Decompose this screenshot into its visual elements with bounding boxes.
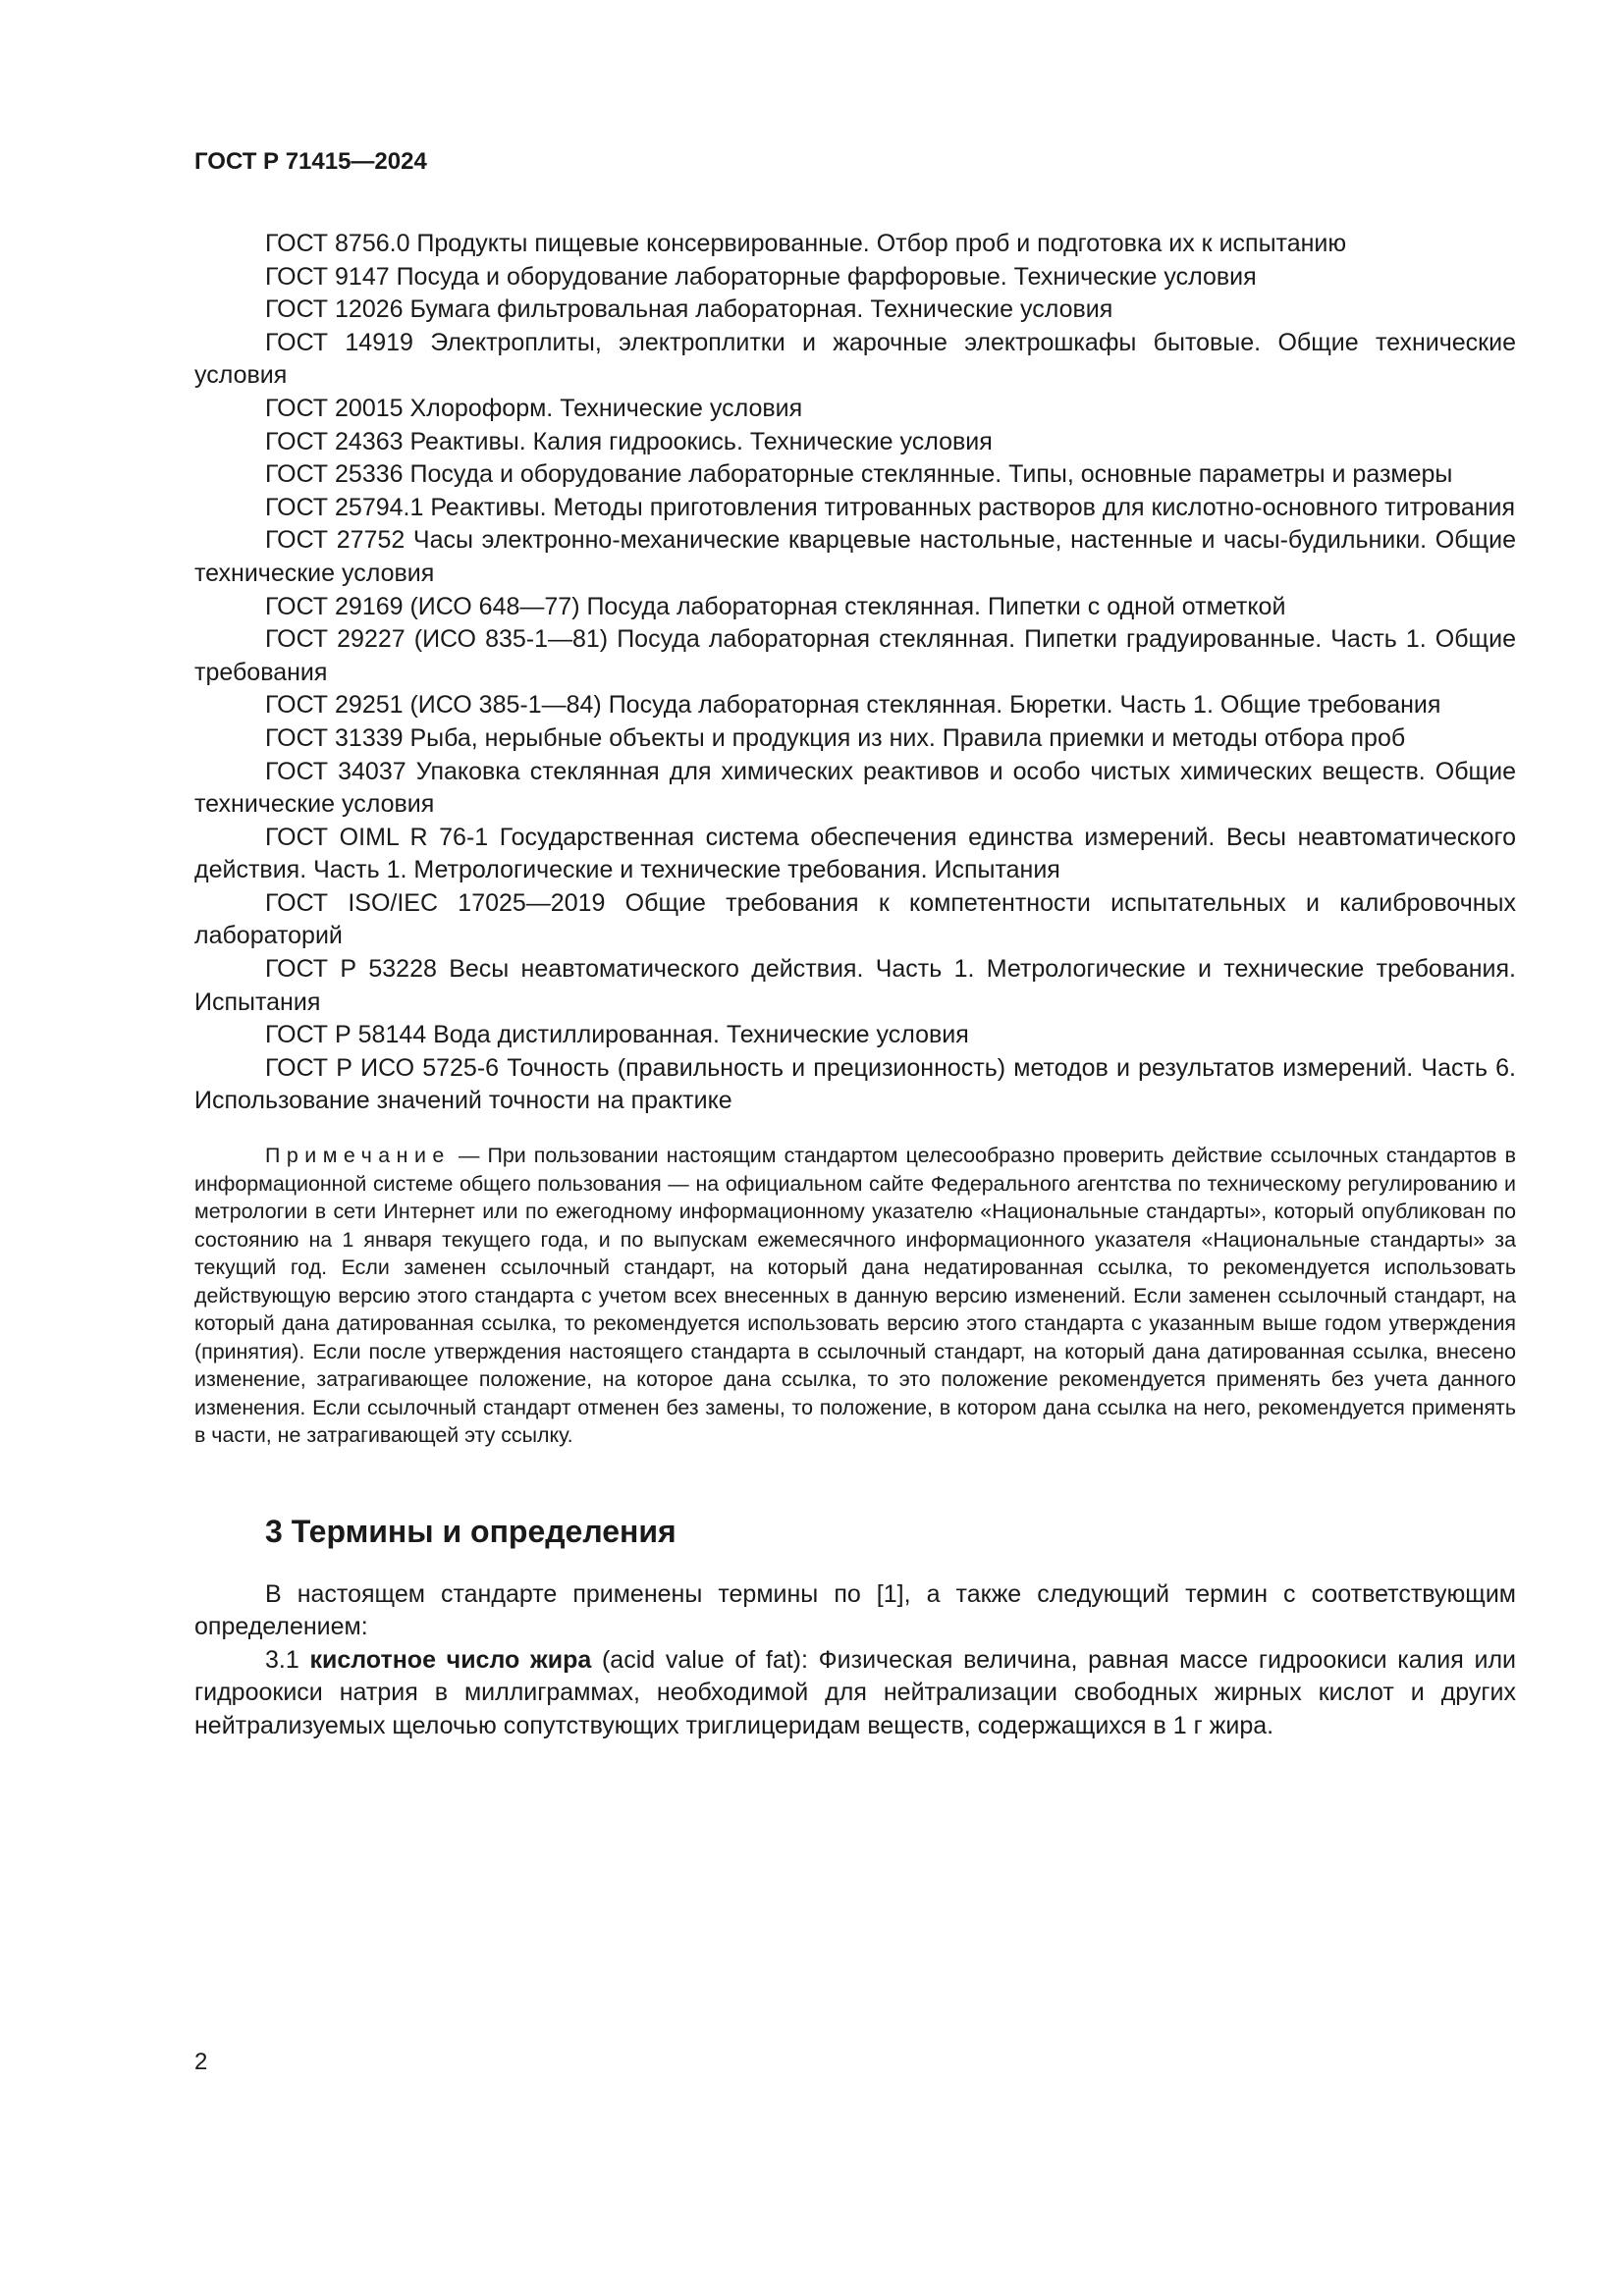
term-name: кислотное число жира: [309, 1645, 592, 1674]
section-3-body: [194, 1578, 1516, 1743]
reference-item: ГОСТ 29251 (ИСО 385-1—84) Посуда лабораторная стеклянная. Бюретки. Часть 1. Общие требования: [265, 691, 1441, 720]
reference-item: ГОСТ 34037 Упаковка стеклянная для химических реактивов и особо чистых химических веществ. Общие технические условия: [194, 757, 1516, 819]
term-definition-3-1: [194, 1644, 1516, 1743]
reference-item: ГОСТ 27752 Часы электронно-механические кварцевые настольные, настенные и часы-будильники. Общие технические условия: [194, 526, 1516, 587]
reference-item: ГОСТ OIML R 76-1 Государственная система обеспечения единства измерений. Весы неавтоматического действия. Часть 1. Метрологические и технические требования. Испытания: [194, 823, 1516, 884]
reference-item: ГОСТ 9147 Посуда и оборудование лабораторные фарфоровые. Технические условия: [265, 262, 1257, 291]
reference-item: ГОСТ 25336 Посуда и оборудование лабораторные стеклянные. Типы, основные параметры и размеры: [265, 460, 1453, 489]
page-number: 2: [194, 2049, 208, 2075]
reference-item: ГОСТ ISO/IEC 17025—2019 Общие требования к компетентности испытательных и калибровочных лабораторий: [194, 888, 1516, 950]
reference-item: ГОСТ 8756.0 Продукты пищевые консервированные. Отбор проб и подготовка их к испытанию: [265, 230, 1347, 257]
reference-item: ГОСТ 14919 Электроплиты, электроплитки и жарочные электрошкафы бытовые. Общие технические условия: [194, 328, 1516, 390]
reference-item: ГОСТ 12026 Бумага фильтровальная лабораторная. Технические условия: [265, 295, 1113, 324]
note-text: — При пользовании настоящим стандартом целесообразно проверить действие ссылочных стандартов в информационной системе общего пользования — на официальном сайте Федерального агентства по техническому регулированию и метрологии в сети Интернет или по ежегодному информационному указателю «Национальные стандарты», который опубликован по состоянию на 1 января текущего года, и по выпускам ежемесячного информационного указателя «Национальные стандарты» за текущий год. Если заменен ссылочный стандарт, на который дана недатированная ссылка, то рекомендуется использовать действующую версию этого стандарта с учетом всех внесенных в данную версию изменений. Если заменен ссылочный стандарт, на который дана датированная ссылка, то рекомендуется использовать версию этого стандарта с указанным выше годом утверждения (принятия). Если после утверждения настоящего стандарта в ссылочный стандарт, на который дана датированная ссылка, внесено изменение, затрагивающее положение, на которое дана ссылка, то это положение рекомендуется применять без учета данного изменения. Если ссылочный стандарт отменен без замены, то положение, в котором дана ссылка на него, рекомендуется применять в части, не затрагивающей эту ссылку.: [194, 1144, 1516, 1448]
note-label: Примечание: [265, 1144, 451, 1168]
section-3-title: 3 Термины и определения: [265, 1513, 677, 1549]
term-definition-text: (acid value of fat): Физическая величина, равная массе гидроокиси калия или гидроокиси натрия в миллиграммах, необходимой для нейтрализации свободных жирных кислот и других нейтрализуемых щелочью сопутствующих триглицеридам веществ, содержащихся в 1 г жира.: [194, 1645, 1516, 1739]
reference-item: ГОСТ 25794.1 Реактивы. Методы приготовления титрованных растворов для кислотно-основного титрования: [265, 493, 1516, 521]
reference-item: ГОСТ Р 58144 Вода дистиллированная. Технические условия: [265, 1021, 969, 1049]
reference-item: ГОСТ Р ИСО 5725-6 Точность (правильность и прецизионность) методов и результатов измерений. Часть 6. Использование значений точности на практике: [194, 1053, 1516, 1115]
reference-item: ГОСТ 20015 Хлороформ. Технические условия: [265, 394, 803, 422]
reference-item: ГОСТ 29227 (ИСО 835-1—81) Посуда лабораторная стеклянная. Пипетки градуированные. Часть 1. Общие требования: [194, 625, 1516, 686]
section-3-intro: В настоящем стандарте применены термины по [1], а также следующий термин с соответствующим определением:: [194, 1579, 1516, 1641]
normative-references-list: [194, 228, 1516, 1118]
document-code-header: ГОСТ Р 71415—2024: [194, 148, 427, 175]
term-number: 3.1: [265, 1645, 310, 1674]
reference-item: ГОСТ Р 53228 Весы неавтоматического действия. Часть 1. Метрологические и технические требования. Испытания: [194, 955, 1516, 1016]
reference-item: ГОСТ 24363 Реактивы. Калия гидроокись. Технические условия: [265, 427, 993, 455]
reference-item: ГОСТ 31339 Рыба, нерыбные объекты и продукция из них. Правила приемки и методы отбора проб: [265, 723, 1406, 752]
document-page: [194, 147, 1516, 1743]
references-note: [194, 1142, 1516, 1450]
reference-item: ГОСТ 29169 (ИСО 648—77) Посуда лабораторная стеклянная. Пипетки с одной отметкой: [265, 592, 1286, 620]
